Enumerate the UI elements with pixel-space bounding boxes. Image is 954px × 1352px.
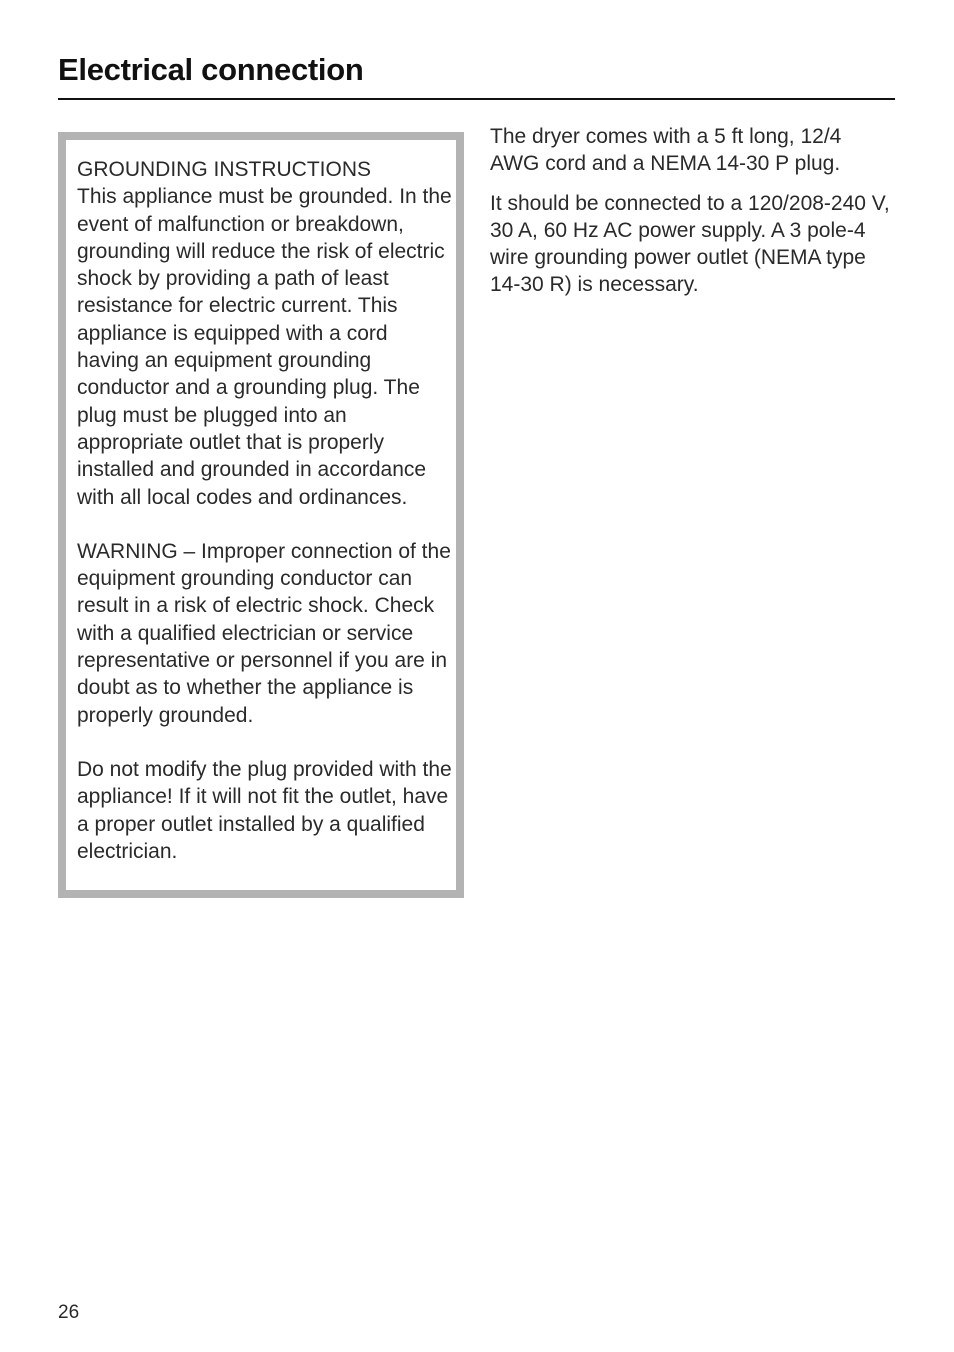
warning-paragraph: WARNING – Improper connection of the equipment grounding conductor can result in a risk of electric shock. Check with a qualified electrician or service representative or personnel if you are in doubt as to whether the appliance is properly grounded. — [77, 539, 451, 727]
title-divider — [58, 98, 895, 100]
page-title: Electrical connection — [58, 52, 364, 87]
grounding-paragraph — [77, 156, 453, 511]
grounding-text: This appliance must be grounded. In the event of malfunction or breakdown, grounding will reduce the risk of electric shock by providing a path of least resistance for electric current. This appliance is equipped with a cord having an equipment grounding conductor and a grounding plug. The plug must be plugged into an appropriate outlet that is properly installed and grounded in accordance with all local codes and ordinances. — [77, 185, 452, 509]
page-number: 26 — [58, 1302, 80, 1323]
power-supply-paragraph: It should be connected to a 120/208-240 V, 30 A, 60 Hz AC power supply. A 3 pole-4 wire grounding power outlet (NEMA type 14-30 R) is necessary. — [490, 191, 890, 297]
modify-plug-paragraph: Do not modify the plug provided with the appliance! If it will not fit the outlet, have a proper outlet installed by a qualified electrician. — [77, 757, 452, 863]
grounding-instructions-box — [58, 132, 464, 898]
cord-description-paragraph: The dryer comes with a 5 ft long, 12/4 AWG cord and a NEMA 14-30 P plug. — [490, 125, 842, 176]
grounding-heading: GROUNDING INSTRUCTIONS — [77, 158, 371, 181]
cord-specifications-column — [490, 123, 895, 299]
grounding-instructions-content — [77, 156, 453, 865]
